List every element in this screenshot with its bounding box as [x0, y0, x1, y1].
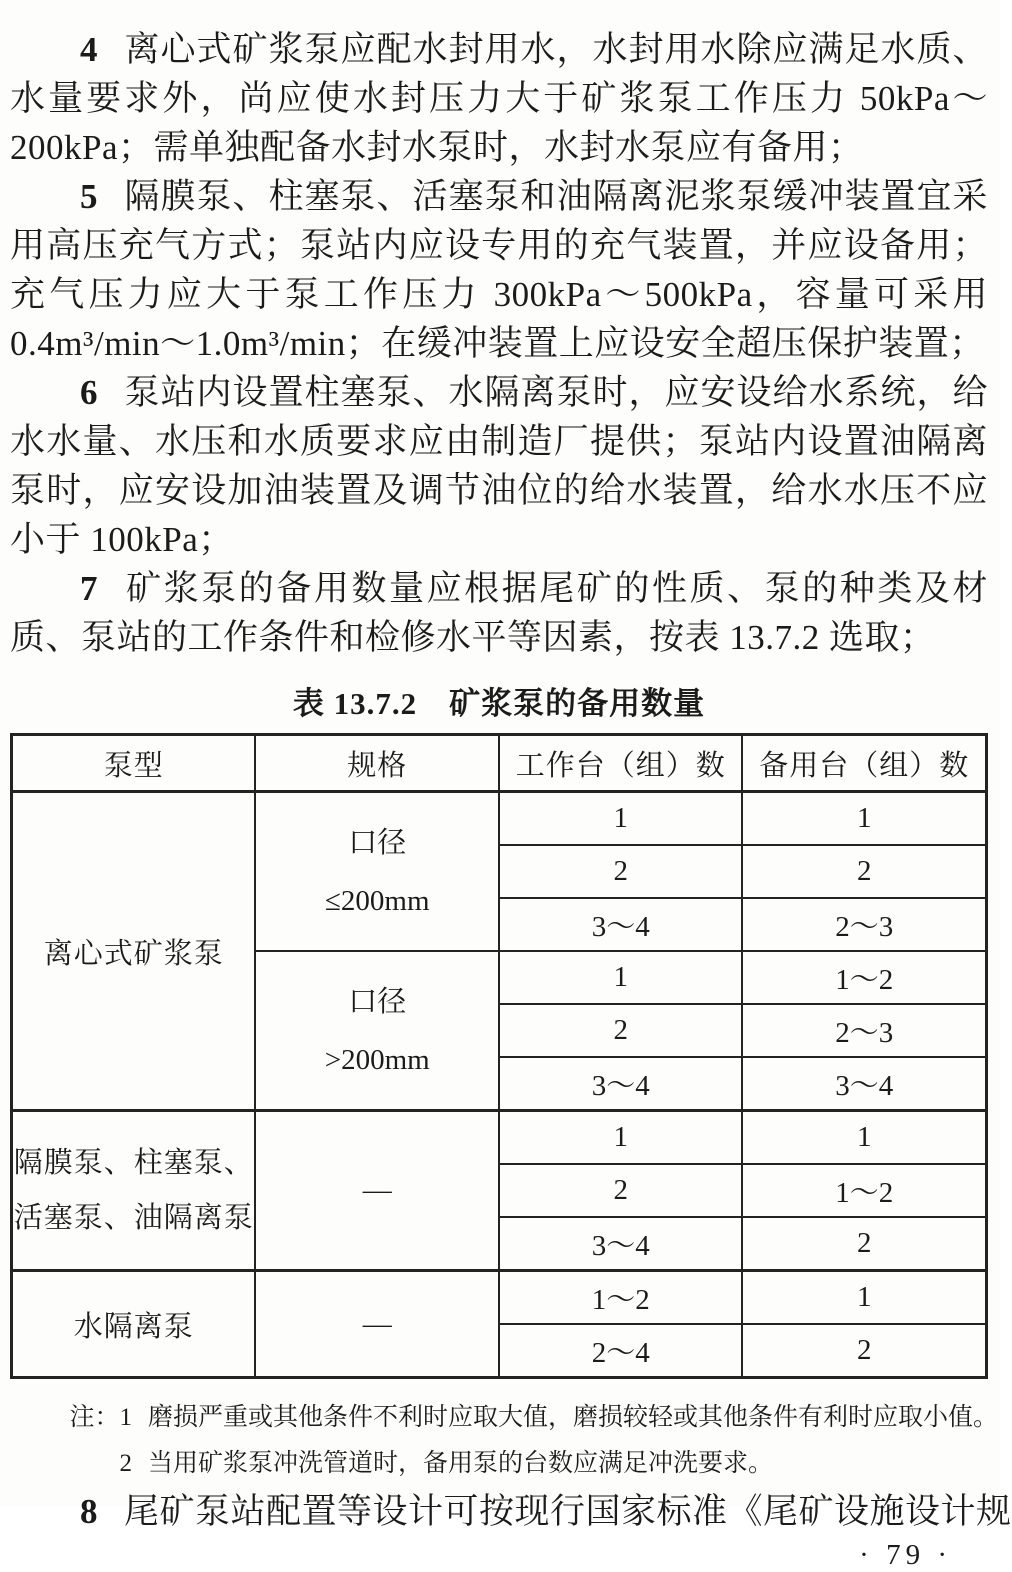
- note-text: 当用矿浆泵冲洗管道时，备用泵的台数应满足冲洗要求。: [148, 1450, 774, 1477]
- header-spec: 规格: [255, 735, 499, 792]
- cell-standby-count: 2～3: [742, 1004, 986, 1057]
- cell-standby-count: 1: [742, 1111, 986, 1165]
- note-2: [10, 1441, 988, 1487]
- header-pump-type: 泵型: [12, 735, 256, 792]
- table-caption: 表 13.7.2 矿浆泵的备用数量: [292, 686, 706, 721]
- cell-working-count: 2: [499, 845, 743, 898]
- cell-standby-count: 1～2: [742, 1164, 986, 1217]
- clause-number: 4: [80, 30, 98, 69]
- clause-7: [10, 564, 988, 662]
- clause-8: [10, 1487, 1012, 1536]
- cell-standby-count: 2: [742, 1217, 986, 1271]
- cell-standby-count: 1: [742, 792, 986, 846]
- pump-name-line: 隔膜泵、柱塞泵、: [13, 1146, 254, 1179]
- cell-working-count: 1～2: [499, 1271, 743, 1325]
- clause-text: 泵站内设置柱塞泵、水隔离泵时，应安设给水系统，给水水量、水压和水质要求应由制造厂提供；泵站内设置油隔离泵时，应安设加油装置及调节油位的给水装置，给水水压不应小于 100kPa；: [10, 373, 988, 559]
- cell-working-count: 1: [499, 1111, 743, 1165]
- spec-line: 口径: [348, 826, 407, 859]
- cell-standby-count: 3～4: [742, 1057, 986, 1111]
- cell-standby-count: 1: [742, 1271, 986, 1325]
- header-working-count: 工作台（组）数: [499, 735, 743, 792]
- cell-standby-count: 2: [742, 1324, 986, 1378]
- cell-pump-type: 离心式矿浆泵: [12, 792, 256, 1111]
- pump-name-line: 活塞泵、油隔离泵: [13, 1201, 254, 1234]
- note-label: 2: [119, 1450, 132, 1477]
- cell-standby-count: 1～2: [742, 951, 986, 1004]
- clause-4: [10, 25, 988, 172]
- cell-standby-count: 2: [742, 845, 986, 898]
- cell-working-count: 1: [499, 792, 743, 846]
- spec-line: ≤200mm: [324, 884, 430, 917]
- cell-pump-type: [12, 1111, 256, 1271]
- cell-working-count: 3～4: [499, 1217, 743, 1271]
- cell-spec: —: [255, 1271, 499, 1378]
- note-1: [10, 1395, 999, 1441]
- spec-line: 口径: [348, 985, 407, 1018]
- clause-number: 7: [80, 569, 98, 608]
- table-notes: [10, 1395, 999, 1487]
- clause-number: 8: [80, 1492, 98, 1531]
- cell-standby-count: 2～3: [742, 898, 986, 951]
- note-text: 磨损严重或其他条件不利时应取大值，磨损较轻或其他条件有利时应取小值。: [148, 1404, 999, 1431]
- cell-spec: [255, 792, 499, 952]
- table-header-row: [12, 735, 987, 792]
- cell-spec: [255, 951, 499, 1111]
- clause-text: 隔膜泵、柱塞泵、活塞泵和油隔离泥浆泵缓冲装置宜采用高压充气方式；泵站内应设专用的充气装置，并应设备用；充气压力应大于泵工作压力 300kPa～500kPa，容量可采用 0.4m³/min～1.0m³/min；在缓冲装置上应设安全超压保护装置；: [10, 177, 988, 363]
- clause-text: 尾矿泵站配置等设计可按现行国家标准《尾矿设施设计规: [124, 1492, 1012, 1531]
- cell-working-count: 2～4: [499, 1324, 743, 1378]
- cell-working-count: 3～4: [499, 898, 743, 951]
- cell-pump-type: 水隔离泵: [12, 1271, 256, 1378]
- cell-working-count: 2: [499, 1164, 743, 1217]
- note-label: 注：1: [69, 1404, 132, 1431]
- clause-text: 矿浆泵的备用数量应根据尾矿的性质、泵的种类及材质、泵站的工作条件和检修水平等因素，按表 13.7.2 选取；: [10, 569, 988, 657]
- cell-working-count: 2: [499, 1004, 743, 1057]
- cell-spec: —: [255, 1111, 499, 1271]
- cell-working-count: 1: [499, 951, 743, 1004]
- clause-number: 6: [80, 373, 98, 412]
- spec-line: >200mm: [324, 1043, 430, 1076]
- spare-pump-count-table: [10, 733, 988, 1379]
- clause-text: 离心式矿浆泵应配水封用水，水封用水除应满足水质、水量要求外，尚应使水封压力大于矿浆泵工作压力 50kPa～200kPa；需单独配备水封水泵时，水封水泵应有备用；: [10, 30, 988, 167]
- clause-5: [10, 172, 988, 368]
- table-row: [12, 792, 987, 846]
- cell-working-count: 3～4: [499, 1057, 743, 1111]
- page-number: · 79 ·: [859, 1539, 952, 1571]
- header-standby-count: 备用台（组）数: [742, 735, 986, 792]
- clause-6: [10, 368, 988, 564]
- table-row: [12, 1111, 987, 1165]
- table-row: [12, 1271, 987, 1325]
- clause-number: 5: [80, 177, 98, 216]
